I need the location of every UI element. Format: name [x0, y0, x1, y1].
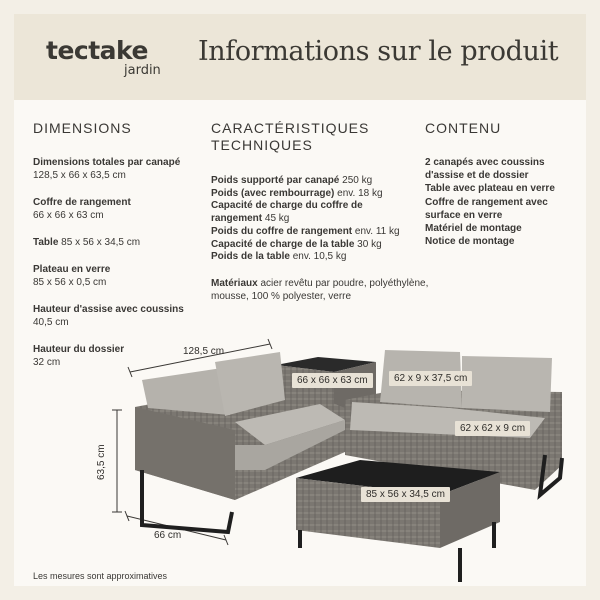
dimension-item: Hauteur du dossier 32 cm	[33, 344, 125, 368]
technical-row: Poids de la table env. 10,5 kg	[211, 251, 347, 263]
dimension-item: Plateau en verre 85 x 56 x 0,5 cm	[33, 264, 111, 288]
dimension-item: Dimensions totales par canapé 128,5 x 66 x 63,5 cm	[33, 157, 181, 181]
content-item: Coffre de rangement avec surface en verre	[425, 196, 548, 221]
page-title: Informations sur le produit	[198, 36, 559, 67]
table-shape	[296, 460, 500, 582]
dimension-item: Table 85 x 56 x 34,5 cm	[33, 237, 141, 248]
contents-heading: CONTENU	[425, 120, 502, 136]
seat-cushion-tag: 62 x 62 x 9 cm	[455, 421, 530, 436]
footer-note: Les mesures sont approximatives	[33, 571, 168, 581]
dimension-item: Hauteur d'assise avec coussins 40,5 cm	[33, 304, 184, 328]
technical-row: Capacité de charge du coffre de rangement 45 kg	[211, 200, 363, 225]
box-dimension-tag: 66 x 66 x 63 cm	[292, 373, 373, 388]
brand-sub: jardin	[124, 63, 161, 78]
brand-name: tectake	[46, 36, 148, 65]
technical-row: Poids du coffre de rangement env. 11 kg	[211, 225, 400, 237]
technical-row: Poids supporté par canapé 250 kg	[211, 175, 373, 186]
width-dimension-label: 128,5 cm	[183, 346, 225, 357]
materials-text: Matériaux acier revêtu par poudre, polyéthylène, mousse, 100 % polyester, verre	[211, 278, 429, 302]
content-item: 2 canapés avec coussins d'assise et de dossier	[425, 157, 545, 182]
back-cushion-tag: 62 x 9 x 37,5 cm	[389, 371, 472, 386]
height-dimension-label: 63,5 cm	[96, 444, 107, 480]
content-item: Table avec plateau en verre	[425, 183, 555, 195]
technical-heading: CARACTÉRISTIQUES TECHNIQUES	[211, 120, 370, 153]
dimension-item: Coffre de rangement 66 x 66 x 63 cm	[33, 197, 131, 221]
dimensions-heading: DIMENSIONS	[33, 120, 132, 136]
depth-dimension-label: 66 cm	[154, 530, 182, 541]
content-item: Matériel de montage	[425, 223, 522, 235]
technical-row: Poids (avec rembourrage) env. 18 kg	[211, 187, 383, 199]
content-item: Notice de montage	[425, 236, 515, 248]
table-dimension-tag: 85 x 56 x 34,5 cm	[361, 487, 450, 502]
technical-row: Capacité de charge de la table 30 kg	[211, 238, 382, 250]
